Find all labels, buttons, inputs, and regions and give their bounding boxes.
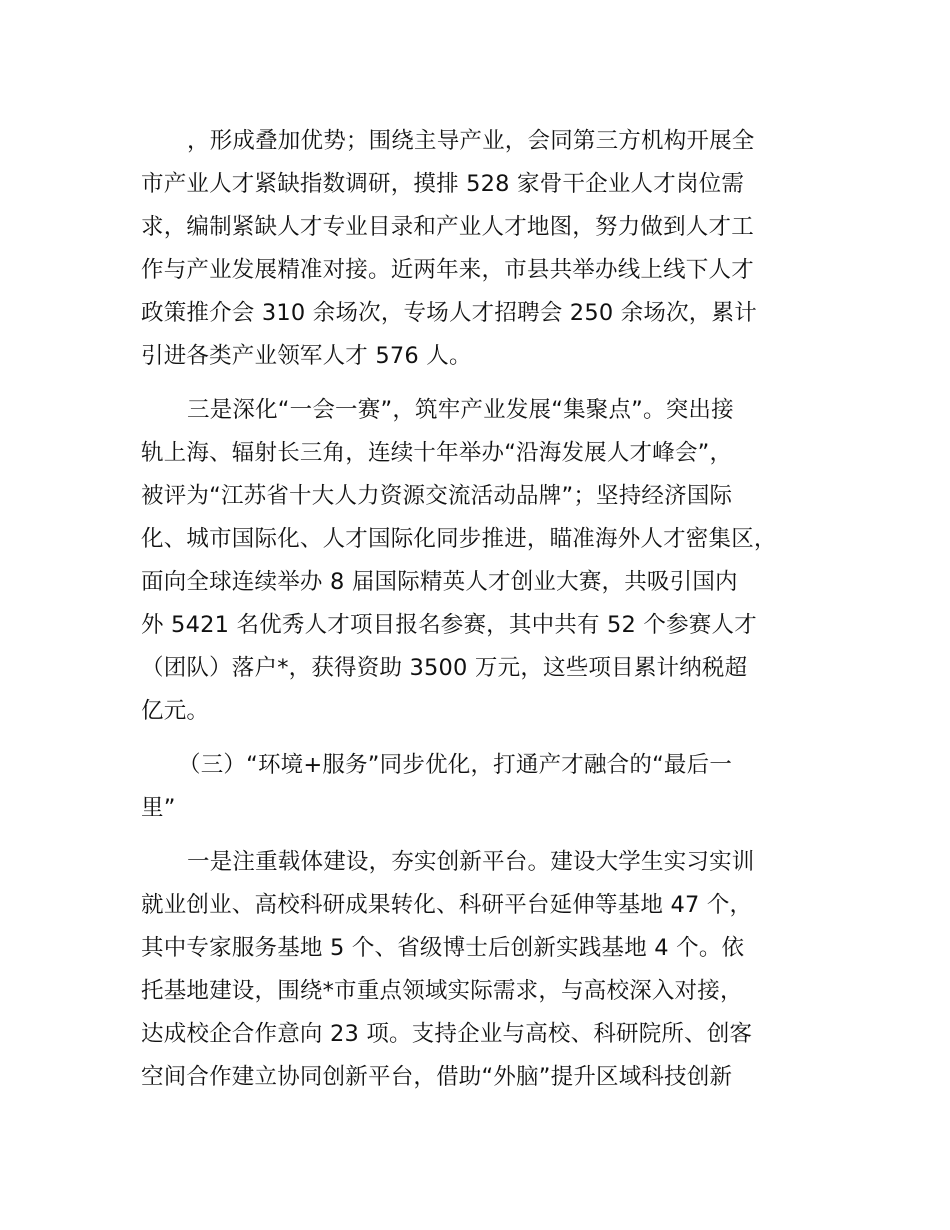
text-line: 就业创业、高校科研成果转化、科研平台延伸等基地 47 个， — [141, 892, 753, 918]
text-line: （团队）落户*，获得资助 3500 万元，这些项目累计纳税超 — [141, 655, 748, 681]
heading-line: 里” — [141, 795, 176, 821]
text-line: 三是深化“一会一赛”，筑牢产业发展“集聚点”。突出接 — [187, 397, 734, 423]
heading-line: （三）“环境+服务”同步优化，打通产才融合的“最后一 — [178, 752, 733, 778]
text-line: 作与产业发展精准对接。近两年来，市县共举办线上线下人才 — [141, 257, 754, 283]
text-line: 一是注重载体建设，夯实创新平台。建设大学生实习实训 — [187, 849, 755, 875]
text-line: 托基地建设，围绕*市重点领域实际需求，与高校深入对接， — [141, 978, 743, 1004]
text-line: 达成校企合作意向 23 项。支持企业与高校、科研院所、创客 — [141, 1021, 753, 1047]
text-line: 外 5421 名优秀人才项目报名参赛，其中共有 52 个参赛人才 — [141, 612, 757, 638]
text-line: 市产业人才紧缺指数调研，摸排 528 家骨干企业人才岗位需 — [141, 171, 745, 197]
text-line: ，形成叠加优势；围绕主导产业，会同第三方机构开展全 — [187, 128, 755, 154]
text-line: 面向全球连续举办 8 届国际精英人才创业大赛，共吸引国内 — [141, 569, 738, 595]
text-line: 其中专家服务基地 5 个、省级博士后创新实践基地 4 个。依 — [141, 935, 745, 961]
text-line: 化、城市国际化、人才国际化同步推进，瞄准海外人才密集区， — [141, 526, 777, 552]
text-line: 空间合作建立协同创新平台，借助“外脑”提升区域科技创新 — [141, 1064, 733, 1090]
text-line: 政策推介会 310 余场次，专场人才招聘会 250 余场次，累计 — [141, 300, 757, 326]
text-line: 被评为“江苏省十大人力资源交流活动品牌”；坚持经济国际 — [141, 483, 733, 509]
text-line: 求，编制紧缺人才专业目录和产业人才地图，努力做到人才工 — [141, 214, 754, 240]
text-line: 亿元。 — [141, 698, 210, 724]
text-line: 轨上海、辐射长三角，连续十年举办“沿海发展人才峰会”， — [141, 440, 733, 466]
text-line: 引进各类产业领军人才 576 人。 — [141, 343, 472, 369]
